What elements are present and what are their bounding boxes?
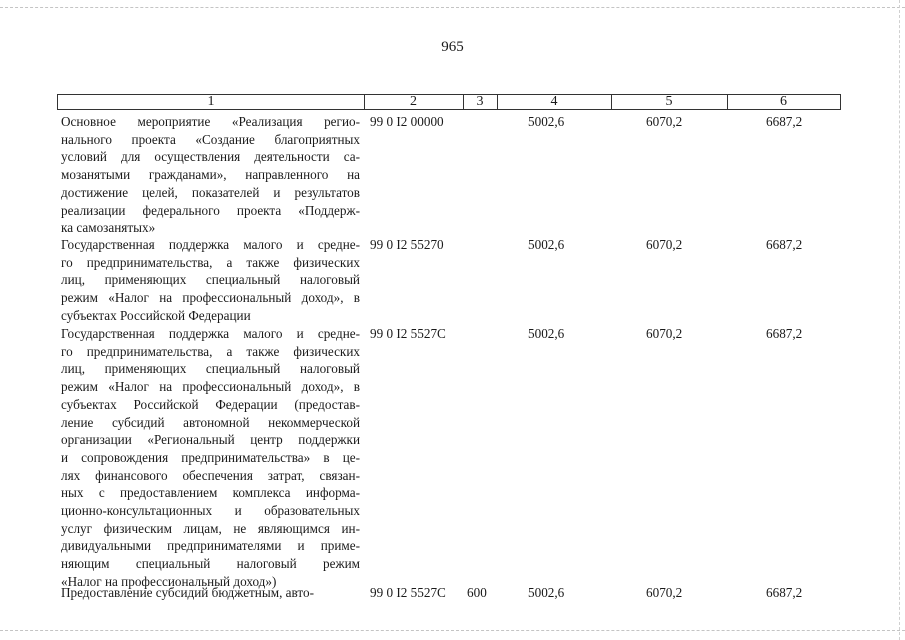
description-line: Основное мероприятие «Реализация регио- (61, 114, 360, 129)
header-col-5: 5 (665, 94, 673, 109)
description-line: Государственная поддержка малого и средне- (61, 237, 360, 252)
description-line: режим «Налог на профессиональный доход», в (61, 290, 360, 306)
row-value-col5: 6070,2 (646, 237, 683, 252)
row-value-col4: 5002,6 (528, 237, 565, 252)
description-line: условий для осуществления деятельности са- (61, 149, 360, 165)
header-col-6: 6 (780, 94, 787, 109)
row-value-col5: 6070,2 (646, 585, 683, 600)
header-col-2: 2 (410, 94, 417, 109)
description-line: достижение целей, показателей и результатов (61, 184, 360, 200)
description-line: реализации федерального проекта «Поддерж- (61, 202, 360, 218)
row-expense-type: 600 (467, 585, 487, 600)
row-code: 99 0 I2 55270 (370, 237, 444, 252)
description-line: Государственная поддержка малого и средне- (61, 326, 360, 341)
header-col-1: 1 (207, 94, 215, 109)
description-line: лях финансового обеспечения затрат, связан- (61, 467, 360, 483)
description-line: ка самозанятых» (61, 220, 156, 236)
row-description (61, 236, 360, 325)
description-line: ление субсидий автономной некоммерческой (61, 414, 360, 430)
row-description (61, 325, 360, 591)
description-line: няющим специальный налоговый режим (61, 556, 360, 572)
row-value-col5: 6070,2 (646, 326, 683, 341)
description-line: го предпринимательства, а также физических (61, 343, 360, 359)
description-line: лиц, применяющих специальный налоговый (61, 361, 360, 377)
description-line: мозанятыми гражданами», направленного на (61, 167, 360, 183)
header-col-4: 4 (550, 94, 558, 109)
description-line: режим «Налог на профессиональный доход», в (61, 379, 360, 395)
description-line: нального проекта «Создание благоприятных (61, 131, 360, 147)
page-number: 965 (441, 39, 464, 55)
page-top-edge (0, 7, 905, 8)
row-code: 99 0 I2 00000 (370, 114, 444, 129)
description-line: Предоставление субсидий бюджетным, авто- (61, 585, 314, 600)
row-value-col4: 5002,6 (528, 114, 565, 129)
table-header (57, 94, 841, 110)
page-bottom-edge (0, 630, 905, 631)
row-code: 99 0 I2 5527C (370, 585, 446, 600)
header-col-3: 3 (476, 94, 484, 109)
row-value-col6: 6687,2 (766, 237, 803, 252)
row-value-col6: 6687,2 (766, 114, 803, 129)
description-line: ных с предоставлением комплекса информа- (61, 485, 360, 501)
description-line: субъектах Российской Федерации (61, 307, 251, 323)
description-line: лиц, применяющих специальный налоговый (61, 272, 360, 288)
page-right-edge (899, 0, 900, 640)
description-line: и сопровождения предпринимательства» в це- (61, 449, 360, 465)
description-line: услуг физическим лицам, не являющимся ин- (61, 520, 360, 536)
row-value-col6: 6687,2 (766, 585, 803, 600)
row-value-col4: 5002,6 (528, 585, 565, 600)
description-line: «Налог на профессиональный доход») (61, 573, 277, 589)
description-line: ционно-консультационных и образовательных (61, 503, 360, 519)
row-description (61, 113, 360, 237)
description-line: го предпринимательства, а также физических (61, 254, 360, 270)
row-description (61, 584, 360, 602)
description-line: субъектах Российской Федерации (предостав- (61, 396, 360, 412)
row-value-col6: 6687,2 (766, 326, 803, 341)
row-value-col4: 5002,6 (528, 326, 565, 341)
row-code: 99 0 I2 5527C (370, 326, 446, 341)
row-value-col5: 6070,2 (646, 114, 683, 129)
description-line: организации «Региональный центр поддержки (61, 432, 360, 448)
description-line: дивидуальными предпринимателями и приме- (61, 538, 360, 554)
